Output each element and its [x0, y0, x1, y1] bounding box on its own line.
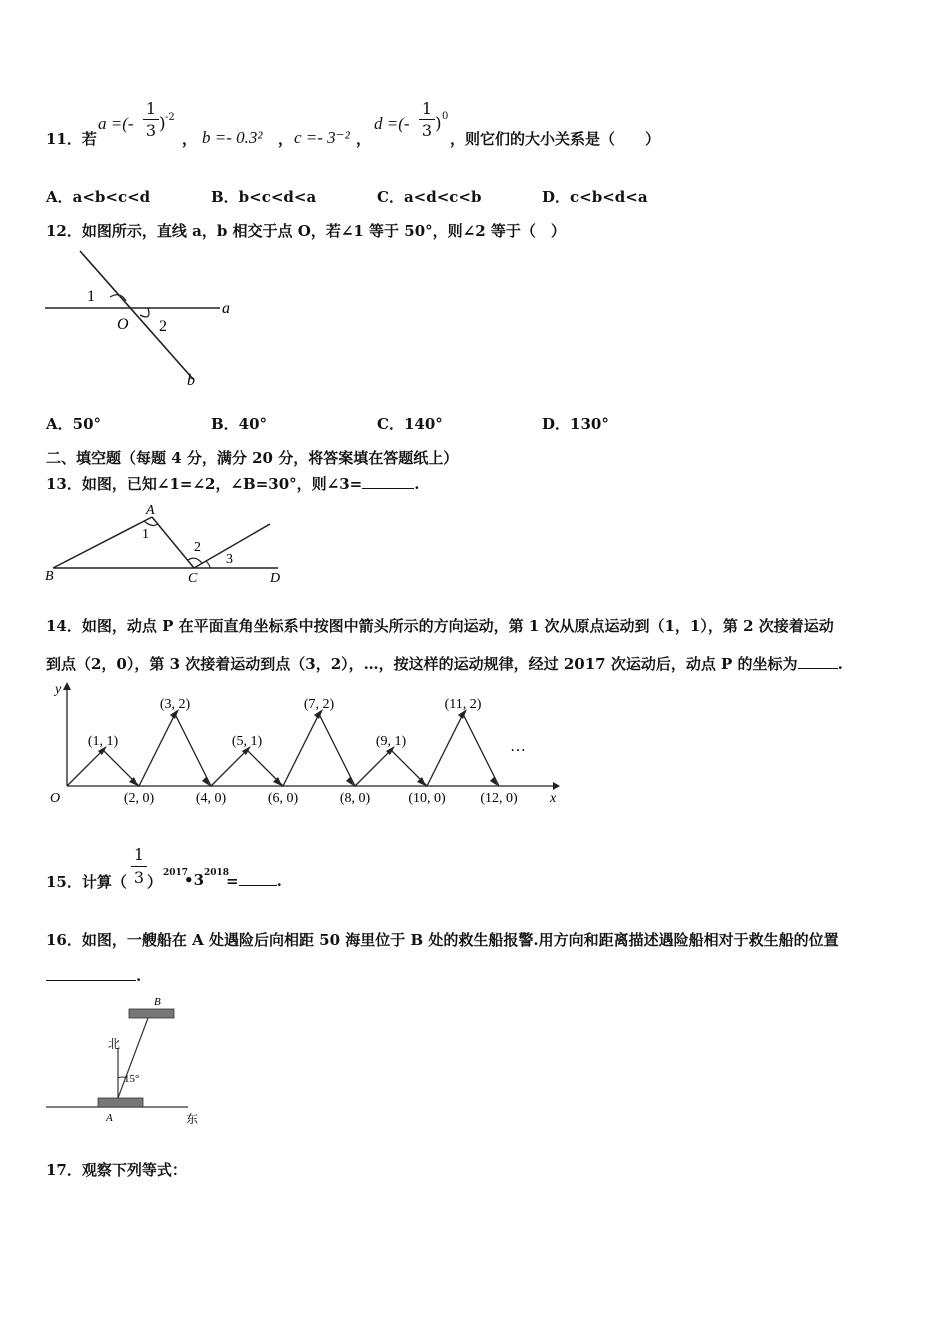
label-3: 3 [226, 552, 233, 567]
point-label-bottom: (10, 0) [408, 791, 446, 806]
q11-option-a: A．a<b<c<d [46, 188, 151, 206]
label-1: 1 [142, 527, 149, 542]
section-2-title: 二、填空题（每题 4 分，满分 20 分，将答案填在答题纸上） [46, 449, 459, 467]
point-label-bottom: (4, 0) [195, 791, 227, 806]
label-east: 东 [186, 1112, 199, 1126]
question-12: 12．如图所示，直线 a，b 相交于点 O，若∠1 等于 50°，则∠2 等于（ ） [46, 222, 566, 240]
ship-A [98, 1098, 143, 1107]
q16-text: 16．如图，一艘船在 A 处遇险后向相距 50 海里位于 B 处的救生船报警.用方向和距离描述遇险船相对于救生船的位置 [46, 931, 839, 949]
origin-label: O [50, 791, 61, 806]
zigzag-path [67, 714, 499, 786]
q14-end: . [837, 655, 843, 673]
q12-option-c: C．140° [377, 415, 443, 433]
point-label-bottom: (12, 0) [480, 791, 518, 806]
q13-figure [40, 500, 290, 590]
q13-answer-blank [362, 474, 414, 489]
q12-option-d: D．130° [542, 415, 609, 433]
q11-option-c: C．a<d<c<b [377, 188, 482, 206]
label-2: 2 [159, 318, 167, 335]
point-label-bottom: (2, 0) [123, 791, 155, 806]
label-O: O [117, 316, 129, 333]
q11-a-frac-den: 3 [145, 121, 157, 140]
q15-frac-bar [131, 866, 147, 867]
q11-d-frac-bar [419, 119, 435, 120]
line-AC [152, 517, 194, 568]
q11-separator: ， [356, 130, 372, 148]
angle-2-arc [140, 308, 149, 317]
q13-end: . [414, 475, 420, 493]
q11-option-d: D．c<b<d<a [542, 188, 648, 206]
q12-figure [40, 245, 250, 395]
arrowhead [273, 777, 282, 786]
point-label-top: (9, 1) [375, 734, 407, 749]
q12-option-a: A．50° [46, 415, 102, 433]
q14-line-2 [46, 653, 843, 674]
q11-b-expression: b =- 0.3² [202, 128, 263, 147]
q16-answer-blank [46, 966, 136, 981]
point-label-top: (7, 2) [303, 697, 335, 712]
label-B: B [45, 569, 54, 584]
label-1: 1 [87, 288, 95, 305]
axis-y-label: y [55, 682, 62, 697]
q11-number: 11．若 [46, 130, 97, 148]
arrowhead [417, 777, 426, 786]
line-BA [53, 517, 152, 568]
q15-eq-sign: = [226, 872, 239, 890]
q15-exponent-1: 2017 [163, 868, 189, 878]
question-17: 17．观察下列等式： [46, 1161, 187, 1179]
label-angle: 15° [124, 1073, 140, 1085]
q11-d-frac-den: 3 [421, 121, 433, 140]
q15-exponent-2: 2018 [204, 868, 230, 878]
q11-a-close-paren: ) [159, 114, 166, 134]
point-label-top: (11, 2) [444, 697, 482, 712]
point-label-top: (1, 1) [87, 734, 119, 749]
q12-option-b: B．40° [211, 415, 268, 433]
arrowhead [129, 777, 138, 786]
q11-a-frac-num: 1 [145, 99, 157, 118]
label-2: 2 [194, 540, 201, 555]
q15-answer-blank [239, 871, 277, 886]
q11-d-close-paren: ) [435, 114, 442, 134]
q11-a-exponent: -2 [165, 112, 175, 123]
q16-end: . [136, 967, 142, 985]
continuation-ellipsis: … [510, 738, 526, 755]
q14-text: 到点（2，0），第 3 次接着运动到点（3，2），…，按这样的运动规律，经过 2017 次运动后，动点 P 的坐标为 [46, 655, 798, 673]
q13-text: 13．如图，已知∠1=∠2，∠B=30°，则∠3= [46, 475, 363, 493]
q11-c-expression: c =- 3⁻² [294, 128, 350, 147]
q14-answer-blank [798, 654, 838, 669]
q14-line-1: 14．如图，动点 P 在平面直角坐标系中按图中箭头所示的方向运动，第 1 次从原点运动到（1，1），第 2 次接着运动 [46, 617, 834, 635]
q15-number: 15．计算（ [46, 873, 127, 891]
line-b [80, 251, 193, 379]
label-D: D [270, 571, 281, 586]
line-AB [118, 1018, 148, 1098]
q11-a-frac-bar [143, 119, 159, 120]
label-north: 北 [108, 1037, 121, 1051]
q11-tail: ，则它们的大小关系是（ ） [450, 130, 661, 148]
y-axis-arrow [63, 682, 71, 690]
q16-figure [40, 990, 210, 1130]
q15-end: . [276, 872, 282, 890]
label-A: A [106, 1112, 113, 1124]
q11-option-b: B．b<c<d<a [211, 188, 317, 206]
q11-d-frac-num: 1 [421, 99, 433, 118]
q16-answer-line [46, 966, 141, 985]
q11-separator: ， [278, 130, 294, 148]
label-A: A [146, 503, 155, 518]
question-13 [46, 473, 419, 494]
q11-a-expression: a =(- [98, 114, 134, 133]
q11-d-expression: d =(- [374, 114, 410, 133]
q15-frac-num: 1 [133, 845, 145, 864]
angle-3-arc [206, 561, 210, 568]
label-C: C [188, 571, 198, 586]
label-a: a [222, 300, 230, 317]
point-label-top: (3, 2) [159, 697, 191, 712]
x-axis-arrow [553, 782, 560, 790]
q15-close-paren: ） [147, 873, 163, 891]
label-b: b [187, 372, 195, 389]
q15-frac-den: 3 [133, 868, 145, 887]
label-B: B [154, 996, 161, 1008]
q15-base-3: •3 [184, 871, 205, 889]
q15-equals [226, 871, 282, 890]
q11-d-exponent: 0 [442, 111, 449, 122]
q11-separator: ， [182, 130, 198, 148]
axis-x-label: x [550, 791, 557, 806]
point-label-bottom: (8, 0) [339, 791, 371, 806]
point-label-bottom: (6, 0) [267, 791, 299, 806]
q14-figure [40, 678, 565, 813]
ship-B [129, 1009, 174, 1018]
point-label-top: (5, 1) [231, 734, 263, 749]
